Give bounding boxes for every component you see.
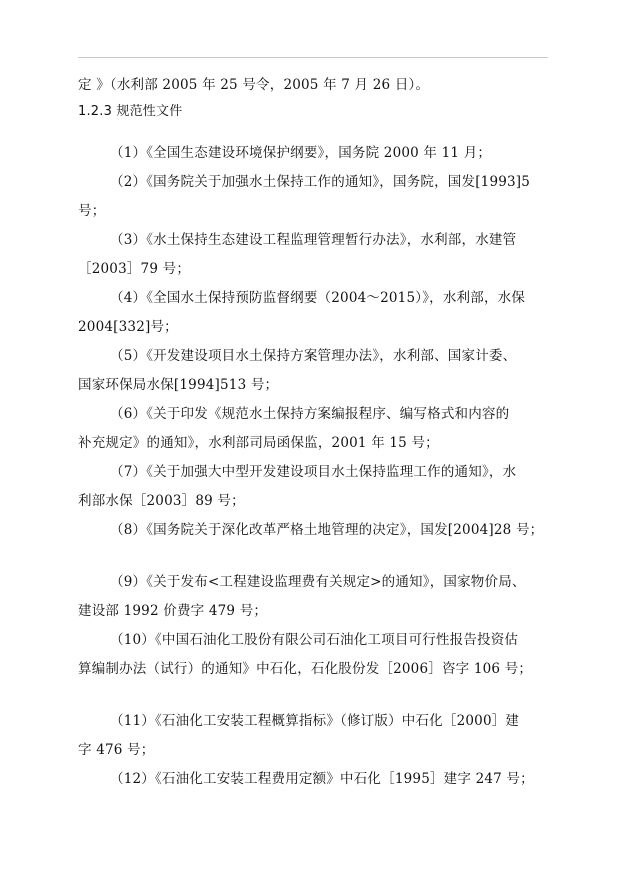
item-3-line-2: ［2003］79 号； bbox=[78, 261, 191, 277]
item-7-line-2: 利部水保［2003］89 号； bbox=[78, 493, 245, 509]
item-2-line-1: （2）《国务院关于加强水土保持工作的通知》，国务院，国发[1993]5 bbox=[110, 174, 531, 190]
item-10-line-1: （10）《中国石油化工股份有限公司石油化工项目可行性报告投资估 bbox=[110, 632, 519, 648]
item-2-line-2: 号； bbox=[78, 203, 106, 219]
item-11-line-1: （11）《石油化工安装工程概算指标》（修订版）中石化［2000］建 bbox=[110, 713, 520, 729]
item-5-line-2: 国家环保局水保[1994]513 号； bbox=[78, 377, 279, 393]
item-9-line-1: （9）《关于发布<工程建设监理费有关规定>的通知》，国家物价局、 bbox=[110, 574, 526, 590]
item-10-line-2: 算编制办法（试行）的通知》中石化，石化股份发［2006］咨字 106 号； bbox=[78, 661, 533, 677]
item-12-line-1: （12）《石油化工安装工程费用定额》中石化［1995］建字 247 号； bbox=[110, 771, 534, 787]
item-5-line-1: （5）《开发建设项目水土保持方案管理办法》，水利部、国家计委、 bbox=[110, 348, 517, 364]
item-6-line-2: 补充规定》的通知》，水利部司局函保监，2001 年 15 号； bbox=[78, 435, 439, 451]
item-3-line-1: （3）《水土保持生态建设工程监理管理暂行办法》，水利部，水建管 bbox=[110, 232, 517, 248]
header-rule bbox=[78, 57, 548, 58]
item-4-line-2: 2004[332]号； bbox=[78, 319, 178, 335]
item-7-line-1: （7）《关于加强大中型开发建设项目水土保持监理工作的通知》，水 bbox=[110, 464, 517, 480]
item-11-line-2: 字 476 号； bbox=[78, 742, 155, 758]
continuation-text: 定 》（水利部 2005 年 25 号令，2005 年 7 月 26 日）。 bbox=[78, 77, 430, 93]
section-heading: 1.2.3 规范性文件 bbox=[78, 104, 183, 119]
item-1-line-1: （1）《全国生态建设环境保护纲要》，国务院 2000 年 11 月； bbox=[110, 145, 492, 161]
item-9-line-2: 建设部 1992 价费字 479 号； bbox=[78, 603, 268, 619]
item-8-line-1: （8）《国务院关于深化改革严格土地管理的决定》，国发[2004]28 号； bbox=[110, 522, 544, 538]
item-4-line-1: （4）《全国水土保持预防监督纲要（2004～2015）》，水利部，水保 bbox=[110, 290, 526, 306]
item-6-line-1: （6）《关于印发《规范水土保持方案编报程序、编写格式和内容的 bbox=[110, 406, 510, 422]
